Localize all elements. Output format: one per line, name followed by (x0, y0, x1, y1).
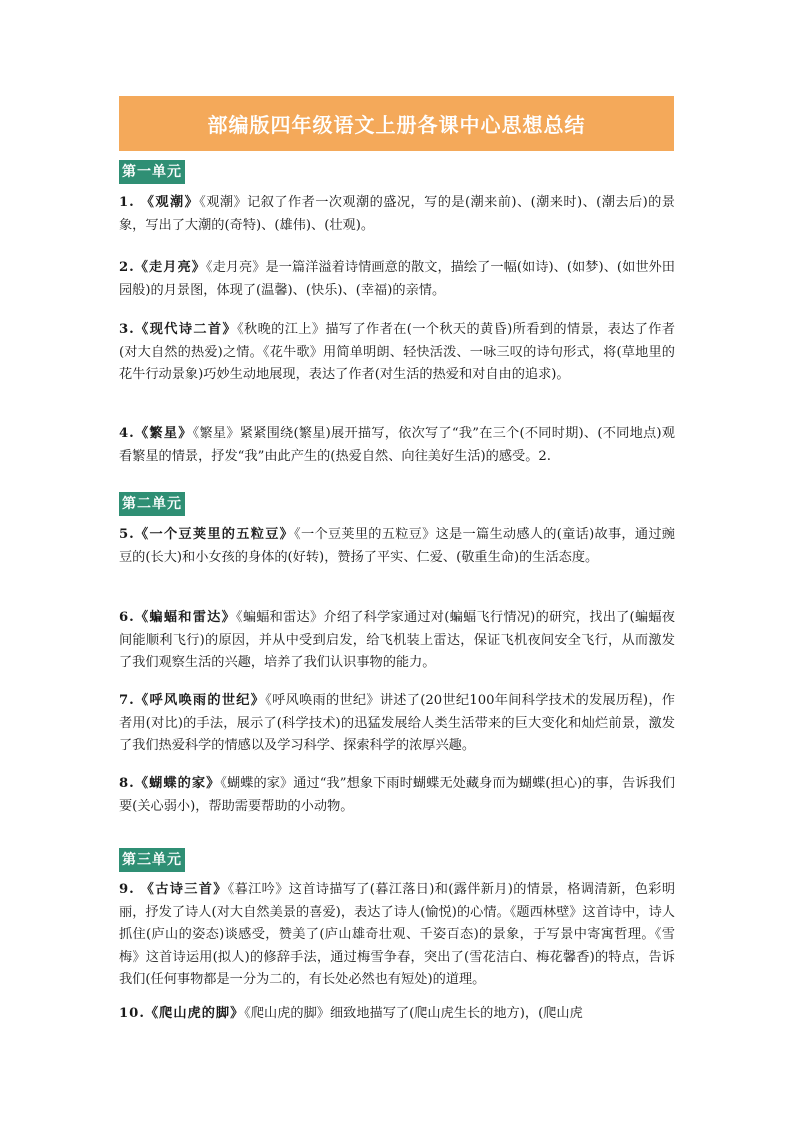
lesson-summary: 《走月亮》是一篇洋溢着诗情画意的散文，描绘了一幅(如诗)、(如梦)、(如世外田园般)的月景图，体现了(温馨)、(快乐)、(幸福)的亲情。 (119, 260, 675, 298)
lesson-summary: 《呼风唤雨的世纪》讲述了(20世纪100年间科学技术的发展历程)，作者用(对比)的手法，展示了(科学技术)的迅猛发展给人类生活带来的巨大变化和灿烂前景，激发了我们热爱科学的情感以及学习科学、探索科学的浓厚兴趣。 (119, 693, 675, 753)
lesson-entry-3 (119, 319, 675, 387)
lesson-title: 7.《呼风唤雨的世纪》 (119, 693, 266, 708)
lesson-title: 2.《走月亮》 (119, 260, 206, 275)
lesson-title: 6.《蝙蝠和雷达》 (119, 610, 236, 625)
lesson-entry-1 (119, 192, 675, 237)
lesson-entry-10 (119, 1003, 675, 1026)
page-title: 部编版四年级语文上册各课中心思想总结 (207, 113, 586, 137)
lesson-entry-5 (119, 524, 675, 569)
lesson-entry-8 (119, 773, 675, 818)
lesson-entry-6 (119, 607, 675, 675)
lesson-summary: 《观潮》记叙了作者一次观潮的盛况，写的是(潮来前)、(潮来时)、(潮去后)的景象，写出了大潮的(奇特)、(雄伟)、(壮观)。 (119, 195, 675, 233)
lesson-summary: 《繁星》紧紧围绕(繁星)展开描写，依次写了“我”在三个(不同时期)、(不同地点)观看繁星的情景，抒发“我”由此产生的(热爱自然、向往美好生活)的感受。2. (119, 426, 675, 464)
lesson-entry-9 (119, 879, 675, 992)
lesson-entry-7 (119, 690, 675, 758)
lesson-summary: 《蝙蝠和雷达》介绍了科学家通过对(蝙蝠飞行情况)的研究，找出了(蝙蝠夜间能顺利飞行)的原因，并从中受到启发，给飞机装上雷达，保证飞机夜间安全飞行，从而激发了我们观察生活的兴趣，培养了我们认识事物的能力。 (119, 610, 675, 670)
unit-heading-3: 第三单元 (119, 848, 185, 872)
unit-heading-2: 第二单元 (119, 492, 185, 516)
lesson-entry-2 (119, 257, 675, 302)
lesson-title: 9. 《古诗三首》 (119, 882, 228, 897)
lesson-summary: 《一个豆荚里的五粒豆》这是一篇生动感人的(童话)故事，通过豌豆的(长大)和小女孩的身体的(好转)，赞扬了平实、仁爱、(敬重生命)的生活态度。 (119, 527, 675, 565)
title-banner (119, 96, 674, 151)
lesson-title: 8.《蝴蝶的家》 (119, 776, 221, 791)
lesson-entry-4 (119, 423, 675, 468)
lesson-title: 10.《爬山虎的脚》 (119, 1006, 245, 1021)
lesson-title: 4.《繁星》 (119, 426, 193, 441)
lesson-title: 5.《一个豆荚里的五粒豆》 (119, 527, 295, 542)
lesson-summary: 《蝴蝶的家》通过“我”想象下雨时蝴蝶无处藏身而为蝴蝶(担心)的事，告诉我们要(关心弱小)，帮助需要帮助的小动物。 (119, 776, 675, 814)
unit-heading-1: 第一单元 (119, 160, 185, 184)
lesson-title: 3.《现代诗二首》 (119, 322, 238, 337)
lesson-summary: 《暮江吟》这首诗描写了(暮江落日)和(露伴新月)的情景，格调清新，色彩明丽，抒发了诗人(对大自然美景的喜爱)，表达了诗人(愉悦)的心情。《题西林壁》这首诗中，诗人抓住(庐山的姿态)谈感受，赞美了(庐山雄奇壮观、千姿百态)的景象，于写景中寄寓哲理。《雪梅》这首诗运用(拟人)的修辞手法，通过梅雪争春，突出了(雪花洁白、梅花馨香)的特点，告诉我们(任何事物都是一分为二的，有长处必然也有短处)的道理。 (119, 882, 676, 987)
lesson-summary: 《爬山虎的脚》细致地描写了(爬山虎生长的地方)，(爬山虎 (244, 1006, 583, 1021)
lesson-summary: 《秋晚的江上》描写了作者在(一个秋天的黄昏)所看到的情景，表达了作者(对大自然的热爱)之情。《花牛歌》用简单明朗、轻快活泼、一咏三叹的诗句形式，将(草地里的花牛行动景象)巧妙生动地展现，表达了作者(对生活的热爱和对自由的追求)。 (119, 322, 675, 382)
lesson-title: 1. 《观潮》 (119, 195, 200, 210)
